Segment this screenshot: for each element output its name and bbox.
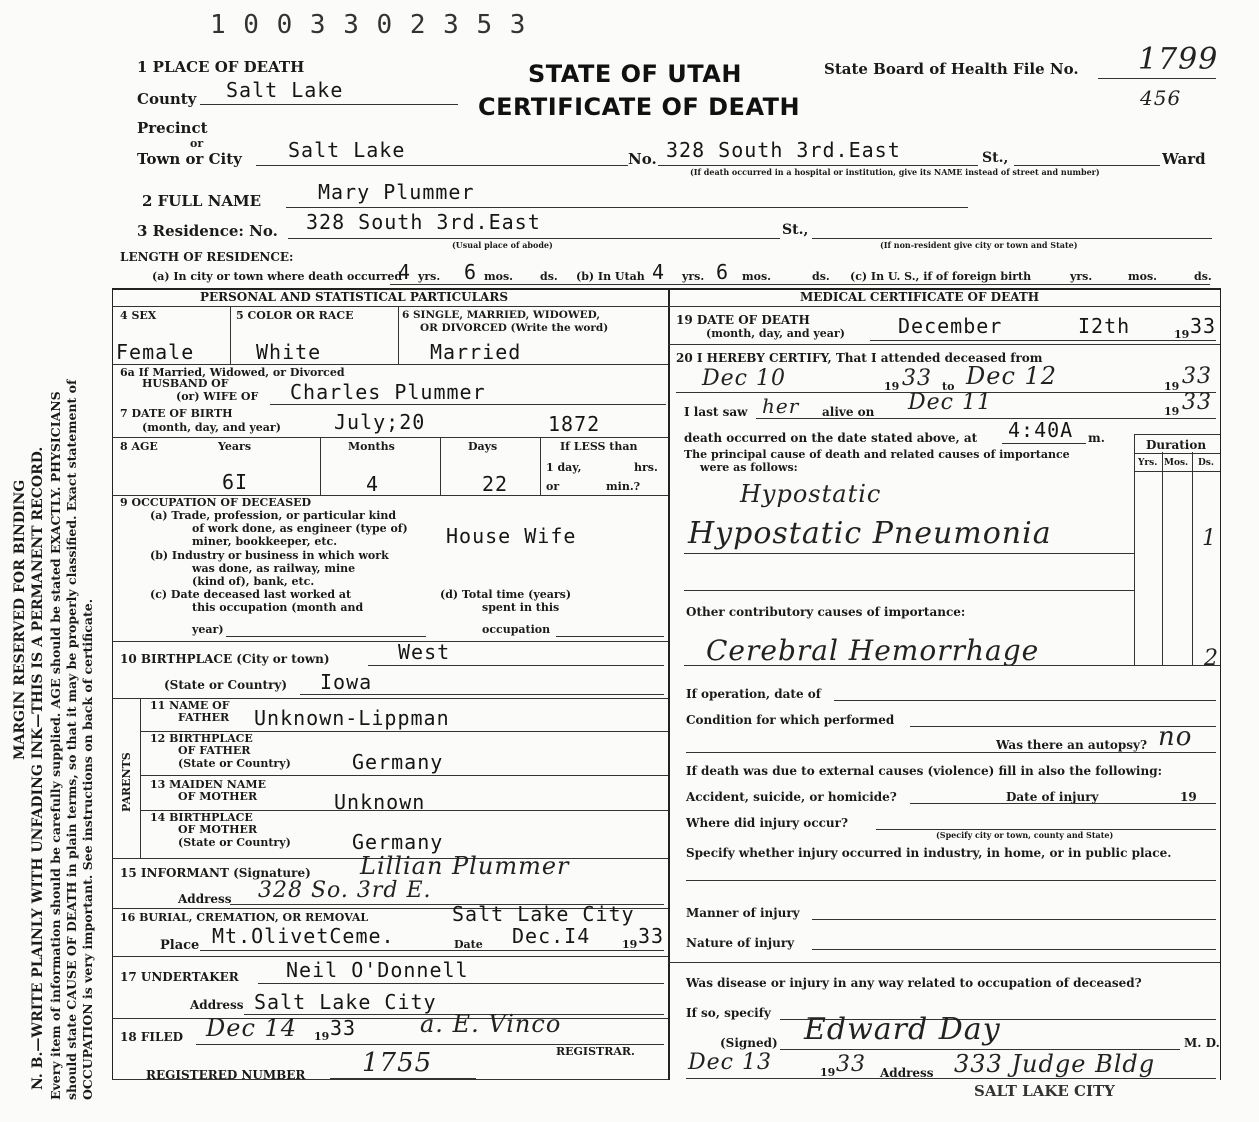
physician-city: SALT LAKE CITY [974,1082,1115,1100]
spouse-label-2: HUSBAND OF [142,377,229,390]
age-months-value: 4 [366,472,380,496]
father-name-label-1: 11 NAME OF [150,699,230,712]
alive-on-label: alive on [822,405,875,419]
if-so-label: If so, specify [686,1006,771,1020]
residence-st-label: St., [782,222,809,238]
length-yrs-1: yrs. [418,270,441,283]
occ-d-3: occupation [482,623,551,636]
autopsy-value: no [1158,722,1193,752]
place-st-label: St., [982,150,1009,166]
state-title: STATE OF UTAH [528,60,742,88]
father-name-label-2: FATHER [178,711,230,724]
where-injury-note: (Specify city or town, county and State) [936,830,1114,840]
length-label: LENGTH OF RESIDENCE: [120,250,294,264]
last-saw-pronoun: her [762,394,800,418]
informant-signature: Lillian Plummer [360,852,570,880]
certificate-title: CERTIFICATE OF DEATH [478,93,801,121]
physician-address: 333 Judge Bldg [954,1050,1156,1078]
precinct-or: or [190,137,204,150]
age-months-label: Months [348,440,395,453]
occ-d-2: spent in this [482,601,560,614]
md-label: M. D. [1184,1036,1220,1050]
birthplace-state: Iowa [320,670,373,694]
occ-a-2: of work done, as engineer (type of) [192,522,408,535]
dod-label-1: 19 DATE OF DEATH [676,313,810,327]
signed-label: (Signed) [720,1036,778,1050]
length-utah-label: (b) In Utah [576,270,645,283]
occ-b-2: was done, as railway, mine [192,562,356,575]
full-name-value: Mary Plummer [318,180,475,204]
age-years-value: 6I [222,470,249,494]
burial-year-prefix: 19 [622,938,638,951]
residence-value: 328 South 3rd.East [306,210,541,234]
occ-c-1: (c) Date deceased last worked at [150,588,352,601]
signed-year-prefix: 19 [820,1066,836,1079]
spouse-label-3: (or) WIFE OF [176,390,259,403]
external-label: If death was due to external causes (violence) fill in also the following: [686,764,1163,778]
age-or-label: or [546,480,560,493]
dod-day: I2th [1078,314,1131,338]
length-ds-2: ds. [812,270,830,283]
dod-year: 33 [1190,314,1217,338]
abode-note: (Usual place of abode) [452,240,553,250]
burial-date-label: Date [454,938,483,951]
cause-top-note: Hypostatic [740,480,882,508]
signed-date: Dec 13 [688,1050,772,1075]
injury-year-label: 19 [1180,790,1197,804]
age-min-label: min.? [606,480,641,493]
file-no: 1799 [1138,42,1219,77]
file-no-secondary: 456 [1140,86,1182,110]
principal-cause: Hypostatic Pneumonia [688,516,1052,551]
physician-address-label: Address [880,1066,934,1080]
informant-label: 15 INFORMANT (Signature) [120,866,311,880]
length-city-label: (a) In city or town where death occurred [152,270,403,283]
related-label: Was disease or injury in any way related to occupation of deceased? [686,976,1142,990]
occ-b-3: (kind of), bank, etc. [192,575,315,588]
medical-section-title: MEDICAL CERTIFICATE OF DEATH [800,290,1040,304]
cause-label-1: The principal cause of death and related causes of importance [684,448,1070,461]
length-city-years: 4 [398,260,412,284]
father-bp-label-1: 12 BIRTHPLACE [150,732,253,745]
accident-label: Accident, suicide, or homicide? [686,790,897,804]
father-name-value: Unknown-Lippman [254,706,450,730]
occupation-value: House Wife [446,524,577,548]
sex-label: 4 SEX [120,309,157,322]
marital-label-1: 6 SINGLE, MARRIED, WIDOWED, [402,309,601,321]
occ-b-1: (b) Industry or business in which work [150,549,389,562]
birthplace-city: West [398,640,451,664]
length-mos-2: mos. [742,270,771,283]
age-days-value: 22 [482,472,509,496]
father-bp-label-2: OF FATHER [178,744,251,757]
age-less-label: If LESS than [560,440,638,453]
personal-section-title: PERSONAL AND STATISTICAL PARTICULARS [200,290,509,304]
hospital-note: (If death occurred in a hospital or institution, give its NAME instead of street and number) [690,167,1100,177]
mother-bp-label-3: (State or Country) [178,836,291,849]
age-label: 8 AGE [120,440,158,453]
margin-notice: N. B.—WRITE PLAINLY WITH UNFADING INK—THIS IS A PERMANENT RECORD. [30,446,46,1090]
other-cause: Cerebral Hemorrhage [706,634,1040,667]
age-days-label: Days [468,440,498,453]
filed-year-prefix: 19 [314,1030,330,1043]
attended-to-label: to [942,380,955,393]
burial-place: Mt.OlivetCeme. [212,924,395,948]
spouse-label-1: 6a If Married, Widowed, or Divorced [120,366,345,379]
last-saw-year-prefix: 19 [1164,405,1180,418]
last-saw-label: I last saw [684,405,748,419]
other-cause-duration: 2 [1204,646,1219,671]
manner-label: Manner of injury [686,906,800,920]
nonresident-note: (If non-resident give city or town and State) [880,240,1078,250]
filed-date: Dec 14 [206,1014,298,1042]
precinct-label: Precinct [137,119,208,137]
mother-name-label-1: 13 MAIDEN NAME [150,778,266,791]
dob-value: July;20 [334,410,426,434]
undertaker-label: 17 UNDERTAKER [120,970,239,984]
occ-c-2: this occupation (month and [192,601,364,614]
length-utah-months: 6 [716,260,730,284]
other-causes-label: Other contributory causes of importance: [686,605,966,619]
signed-year: 33 [836,1052,866,1077]
time-m-label: m. [1088,431,1105,445]
length-yrs-3: yrs. [1070,270,1093,283]
place-of-death-title: 1 PLACE OF DEATH [137,58,305,76]
margin-instructions-2: should state CAUSE OF DEATH in plain terms, so that it may be properly classified. Exact statement of [64,379,79,1100]
occ-d-1: (d) Total time (years) [440,588,572,601]
occ-a-1: (a) Trade, profession, or particular kind [150,509,397,522]
color-value: White [256,340,322,364]
full-name-label: 2 FULL NAME [142,192,262,210]
attended-from: Dec 10 [702,366,786,391]
dod-label-2: (month, day, and year) [706,327,845,340]
autopsy-label: Was there an autopsy? [996,738,1148,752]
marital-value: Married [430,340,522,364]
margin-instructions-1: Every item of information should be carefully supplied. AGE should be stated EXACTLY. PHYSICIANS [48,391,63,1100]
physician-signature: Edward Day [804,1012,1001,1047]
length-utah-years: 4 [652,260,666,284]
registrar-signature: a. E. Vinco [420,1010,562,1038]
dob-year: 1872 [548,412,601,436]
informant-address: 328 So. 3rd E. [258,878,432,903]
town-value: Salt Lake [288,138,406,162]
marital-label-2: OR DIVORCED (Write the word) [420,322,609,334]
color-label: 5 COLOR OR RACE [236,309,354,322]
serial-number: 1 0 0 3 3 0 2 3 5 3 [210,10,527,40]
registered-number: 1755 [362,1048,433,1078]
length-yrs-2: yrs. [682,270,705,283]
age-day-label: 1 day, [546,461,582,474]
mother-name-value: Unknown [334,790,426,814]
attended-to: Dec 12 [966,362,1058,390]
where-injury-label: Where did injury occur? [686,816,849,830]
principal-cause-duration: 1 [1202,526,1217,551]
mother-birthplace: Germany [352,830,444,854]
undertaker-address-label: Address [190,998,244,1012]
length-mos-3: mos. [1128,270,1157,283]
parents-side-label: PARENTS [120,752,133,812]
dod-year-prefix: 19 [1174,328,1190,341]
length-us-label: (c) In U. S., if of foreign birth [850,270,1032,283]
duration-mos: Mos. [1164,458,1189,468]
age-hrs-label: hrs. [634,461,658,474]
burial-value: Salt Lake City [452,902,635,926]
mother-bp-label-2: OF MOTHER [178,823,258,836]
duration-yrs: Yrs. [1138,458,1158,468]
registrar-label: REGISTRAR. [556,1045,635,1058]
margin-reserved: MARGIN RESERVED FOR BINDING [12,479,28,760]
dod-month: December [898,314,1003,338]
attended-from-year: 33 [902,366,932,391]
certify-label: 20 I HEREBY CERTIFY, That I attended deceased from [676,351,1043,365]
attended-to-year: 33 [1182,364,1212,389]
length-ds-1: ds. [540,270,558,283]
informant-address-label: Address [178,892,232,906]
occ-a-3: miner, bookkeeper, etc. [192,535,338,548]
filed-year: 33 [330,1016,357,1040]
attended-from-year-prefix: 19 [884,380,900,393]
town-label: Town or City [137,150,242,168]
undertaker-value: Neil O'Donnell [286,958,469,982]
filed-label: 18 FILED [120,1030,183,1044]
age-years-label: Years [218,440,252,453]
last-saw-date: Dec 11 [908,390,992,415]
attended-to-year-prefix: 19 [1164,380,1180,393]
mother-bp-label-1: 14 BIRTHPLACE [150,811,253,824]
place-address: 328 South 3rd.East [666,138,901,162]
burial-place-label: Place [160,938,200,953]
dob-sublabel: (month, day, and year) [142,421,281,434]
margin-instructions-3: OCCUPATION is very important. See instructions on back of certificate. [80,598,95,1100]
nature-label: Nature of injury [686,936,795,950]
death-time: 4:40A [1008,418,1074,442]
sex-value: Female [116,340,195,364]
burial-label: 16 BURIAL, CREMATION, OR REMOVAL [120,911,369,924]
county-label: County [137,90,197,108]
dob-label: 7 DATE OF BIRTH [120,407,233,420]
occupation-label: 9 OCCUPATION OF DECEASED [120,496,312,509]
burial-date: Dec.I4 [512,924,591,948]
duration-ds: Ds. [1198,458,1215,468]
burial-year: 33 [638,924,665,948]
last-saw-year: 33 [1182,390,1212,415]
father-bp-label-3: (State or Country) [178,757,291,770]
county-value: Salt Lake [226,78,344,102]
birthplace-label: 10 BIRTHPLACE (City or town) [120,652,330,666]
length-ds-3: ds. [1194,270,1212,283]
occurred-label: death occurred on the date stated above, at [684,431,978,445]
length-mos-1: mos. [484,270,513,283]
length-city-months: 6 [464,260,478,284]
duration-label: Duration [1146,438,1207,452]
ward-label: Ward [1162,150,1206,168]
father-birthplace: Germany [352,750,444,774]
undertaker-address: Salt Lake City [254,990,437,1014]
birthplace-state-label: (State or Country) [164,678,288,692]
residence-label: 3 Residence: No. [137,222,278,240]
mother-name-label-2: OF MOTHER [178,790,258,803]
file-no-label: State Board of Health File No. [824,60,1079,78]
condition-label: Condition for which performed [686,713,895,727]
occ-c-3: year) [192,623,224,636]
injury-date-label: Date of injury [1006,790,1099,804]
specify-injury-label: Specify whether injury occurred in industry, in home, or in public place. [686,846,1172,860]
cause-label-2: were as follows: [700,461,798,474]
place-no-label: No. [628,150,657,168]
operation-label: If operation, date of [686,687,821,701]
spouse-value: Charles Plummer [290,380,486,404]
registered-number-label: REGISTERED NUMBER [146,1068,306,1082]
